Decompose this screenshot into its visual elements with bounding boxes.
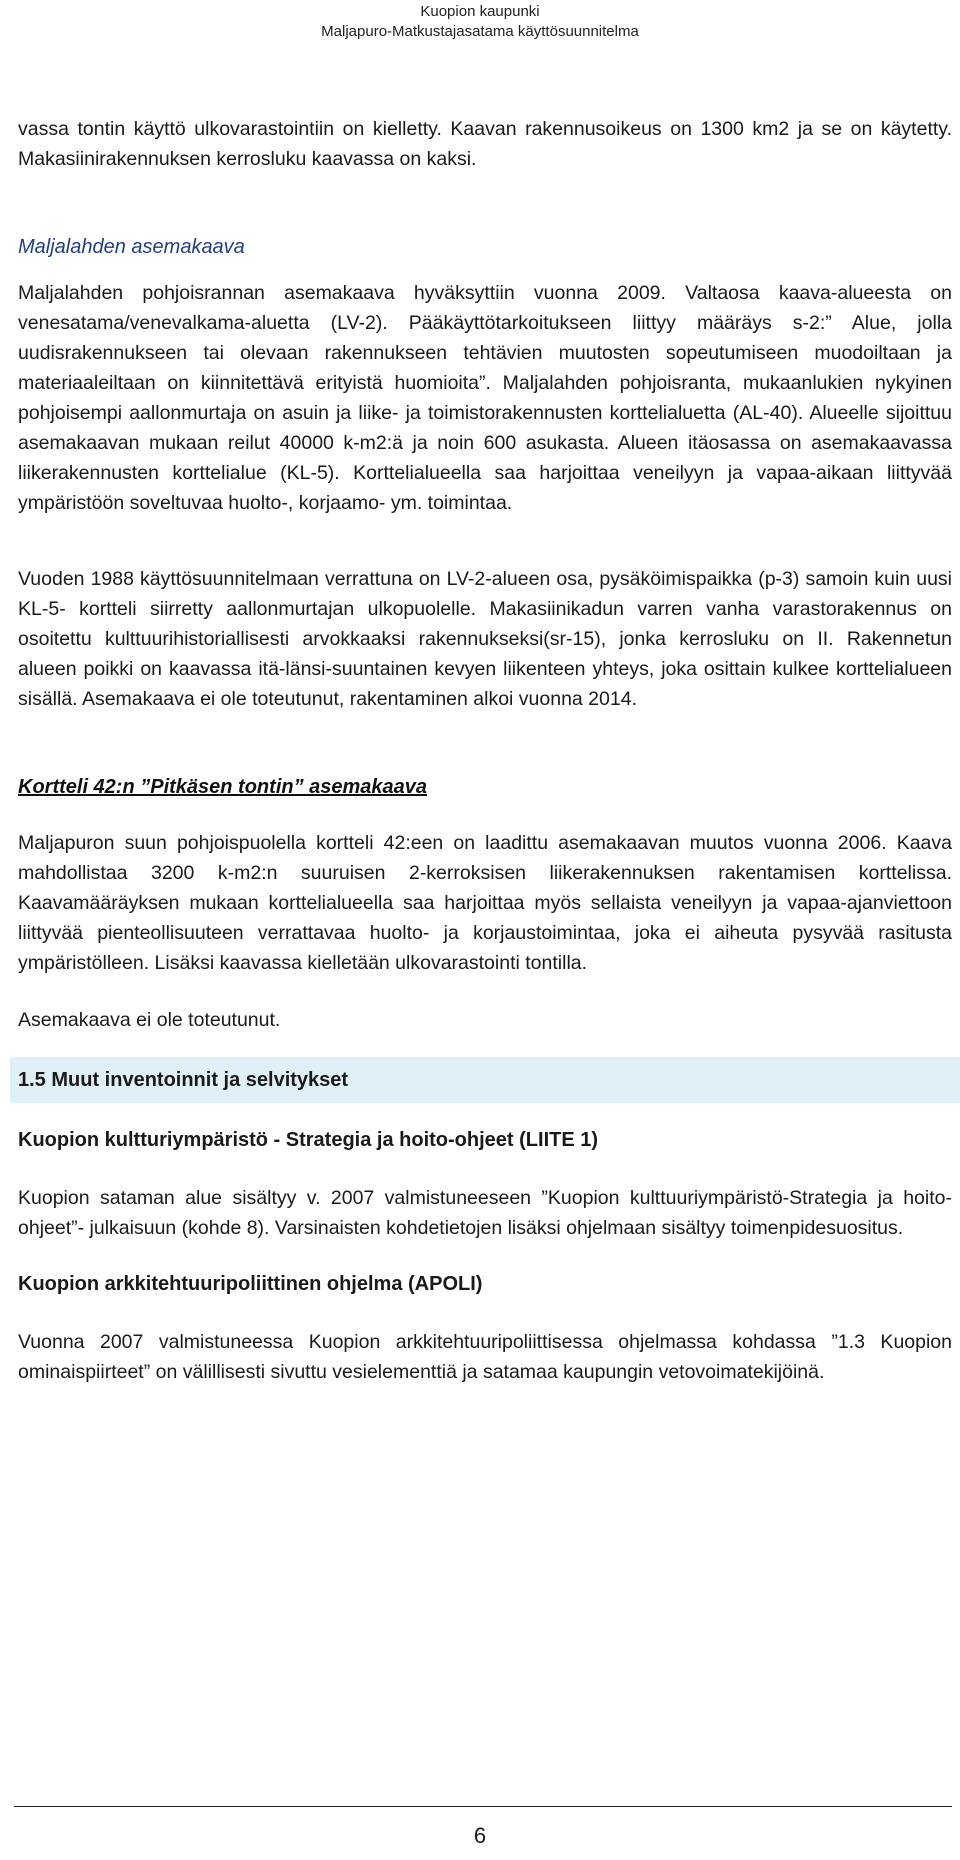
document-body: [18, 114, 952, 1387]
kortteli-paragraph: Maljapuron suun pohjoispuolella kortteli 42:een on laadittu asemakaavan muutos vuonna 2006. Kaava mahdollistaa 3200 k-m2:n suuruisen 2-kerroksisen liikerakennuksen rakentamisen korttelissa. Kaavamääräyksen mukaan korttelialueella saa harjoittaa myös sellaista veneilyyn ja vapaa-ajanviettoon liittyvää pienteollisuuteen verrattavaa huolto- ja korjaustoimintaa, joka ei aiheuta pysyvää rasitusta ympäristölleen. Lisäksi kaavassa kielletään ulkovarastointi tontilla.: [18, 832, 952, 974]
heading-maljalahti: Maljalahden asemakaava: [18, 236, 245, 258]
intro-paragraph: vassa tontin käyttö ulkovarastointiin on kielletty. Kaavan rakennusoikeus on 1300 km2 ja se on käytetty. Makasiinirakennuksen kerrosluku kaavassa on kaksi.: [18, 118, 952, 170]
heading-apoli: Kuopion arkkitehtuuripoliittinen ohjelma (APOLI): [18, 1273, 483, 1295]
heading-kortteli: Kortteli 42:n ”Pitkäsen tontin” asemakaava: [18, 776, 428, 798]
section-title-bar: 1.5 Muut inventoinnit ja selvitykset: [10, 1057, 960, 1103]
maljalahti-paragraph-2: Vuoden 1988 käyttösuunnitelmaan verrattuna on LV-2-alueen osa, pysäköimispaikka (p-3) samoin kuin uusi KL-5- kortteli siirretty aallonmurtajan ulkopuolelle. Makasiinikadun varren vanha varastorakennus on osoitettu kulttuurihistoriallisesti arvokkaaksi rakennukseksi(sr-15), jonka kerrosluku on II. Rakennetun alueen poikki on kaavassa itä-länsi-suuntainen kevyen liikenteen yhteys, joka osittain kulkee korttelialueen sisällä. Asemakaava ei ole toteutunut, rakentaminen alkoi vuonna 2014.: [18, 568, 952, 710]
page-number: 6: [473, 1823, 487, 1848]
kulttuuri-paragraph: Kuopion sataman alue sisältyy v. 2007 valmistuneeseen ”Kuopion kulttuuriympäristö-Strategia ja hoito-ohjeet”- julkaisuun (kohde 8). Varsinaisten kohdetietojen lisäksi ohjelmaan sisältyy toimenpidesuositus.: [18, 1187, 952, 1239]
kortteli-paragraph-2: Asemakaava ei ole toteutunut.: [18, 1009, 281, 1031]
maljalahti-paragraph-1: Maljalahden pohjoisrannan asemakaava hyväksyttiin vuonna 2009. Valtaosa kaava-alueesta on venesatama/venevalkama-aluetta (LV-2). Pääkäyttötarkoitukseen liittyy määräys s-2:” Alue, jolla uudisrakennukseen tai olevaan rakennukseen tehtävien muutosten sopeutumiseen muodoiltaan ja materiaaleiltaan on kiinnitettävä erityistä huomioita”. Maljalahden pohjoisranta, mukaanlukien nykyinen pohjoisempi aallonmurtaja on asuin ja liike- ja toimistorakennusten korttelialuetta (AL-40). Alueelle sijoittuu asemakaavan mukaan reilut 40000 k-m2:ä ja noin 600 asukasta. Alueen itäosassa on asemakaavassa liikerakennusten korttelialue (KL-5). Korttelialueella saa harjoittaa veneilyyn ja vapaa-aikaan liittyvää ympäristöön soveltuvaa huolto-, korjaamo- ym. toimintaa.: [18, 282, 952, 514]
header-organization: Kuopion kaupunki: [420, 3, 540, 20]
heading-kulttuuri: Kuopion kultturiympäristö - Strategia ja hoito-ohjeet (LIITE 1): [18, 1129, 599, 1151]
footer-divider: [14, 1806, 952, 1807]
header-document-title: Maljapuro-Matkustajasatama käyttösuunnitelma: [321, 23, 639, 40]
apoli-paragraph: Vuonna 2007 valmistuneessa Kuopion arkkitehtuuripoliittisessa ohjelmassa kohdassa ”1.3 Kuopion ominaispiirteet” on välillisesti sivuttu vesielementtiä ja satamaa kaupungin vetovoimatekijöinä.: [18, 1331, 952, 1383]
page-header: [0, 2, 960, 42]
